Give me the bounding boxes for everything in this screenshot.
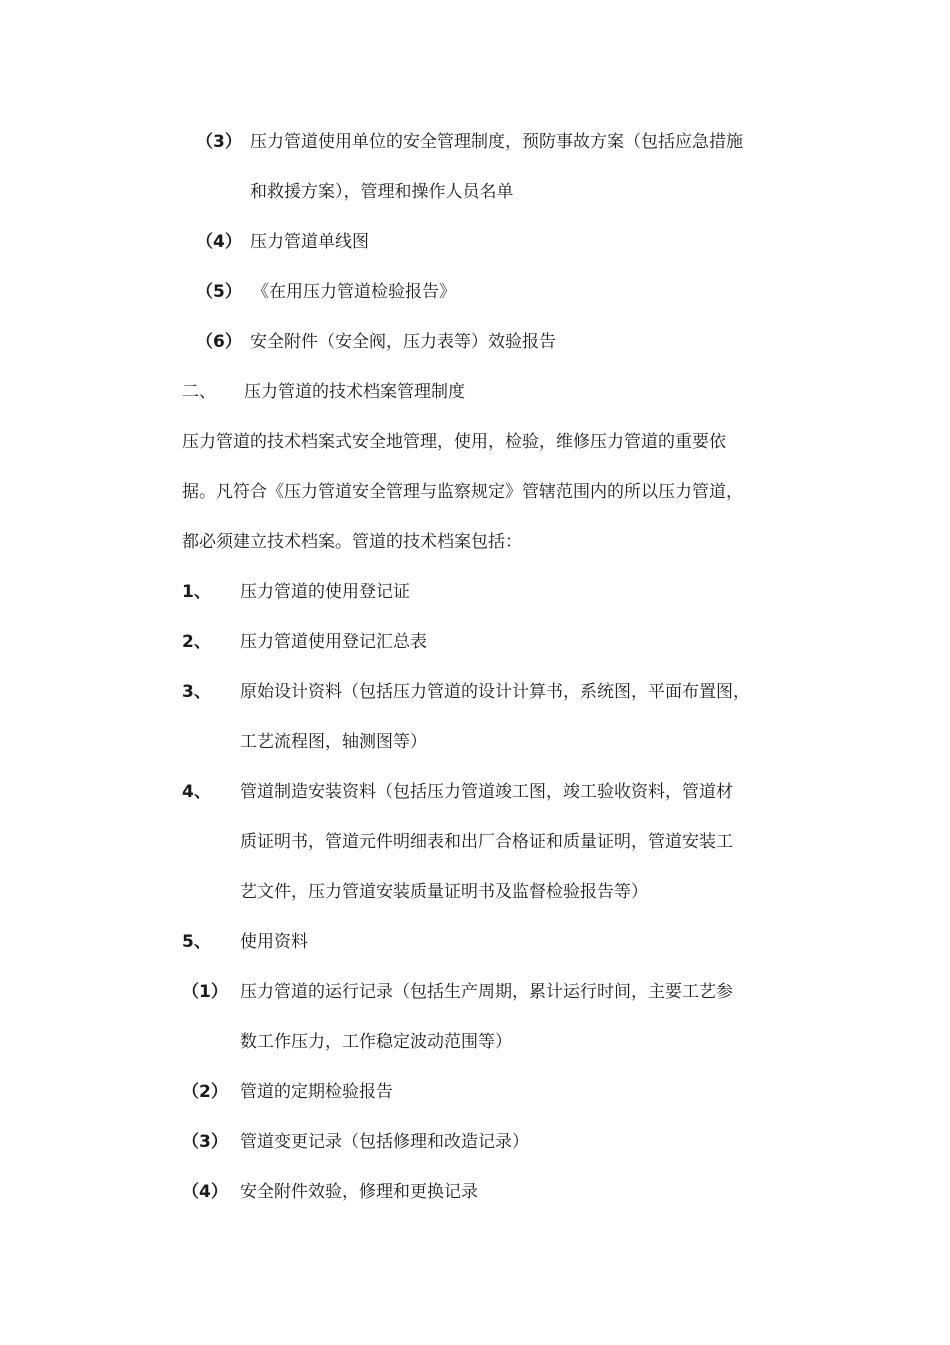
item-text: 原始设计资料（包括压力管道的设计计算书，系统图，平面布置图， [240,682,750,702]
section-title: 压力管道的技术档案管理制度 [244,382,465,402]
item-text: 管道变更记录（包括修理和改造记录） [240,1132,529,1152]
item-marker: 4、 [182,782,211,802]
item-marker: （4） [196,232,242,252]
item-text: 安全附件效验，修理和更换记录 [240,1182,478,1202]
item-text: 质证明书，管道元件明细表和出厂合格证和质量证明，管道安装工 [240,832,733,852]
item-marker: （1） [182,982,228,1002]
paragraph-text: 都必须建立技术档案。管道的技术档案包括： [182,532,522,552]
item-marker: （5） [196,282,242,302]
item-text: 数工作压力，工作稳定波动范围等） [240,1032,512,1052]
item-text: 管道的定期检验报告 [240,1082,393,1102]
section-marker: 二、 [182,382,216,402]
item-marker: （3） [196,132,242,152]
item-marker: 5、 [182,932,211,952]
item-text: 安全附件（安全阀，压力表等）效验报告 [250,332,556,352]
item-marker: （3） [182,1132,228,1152]
item-text: 压力管道单线图 [250,232,369,252]
item-text: 压力管道使用登记汇总表 [240,632,427,652]
paragraph-text: 据。凡符合《压力管道安全管理与监察规定》管辖范围内的所以压力管道， [182,482,743,502]
item-marker: 2、 [182,632,211,652]
item-marker: 3、 [182,682,211,702]
item-text: 管道制造安装资料（包括压力管道竣工图，竣工验收资料，管道材 [240,782,733,802]
item-text: 压力管道的使用登记证 [240,582,410,602]
item-text: 艺文件，压力管道安装质量证明书及监督检验报告等） [240,882,648,902]
item-marker: （4） [182,1182,228,1202]
item-text: 和救援方案），管理和操作人员名单 [250,182,514,202]
item-marker: （6） [196,332,242,352]
paragraph-text: 压力管道的技术档案式安全地管理，使用，检验，维修压力管道的重要依 [182,432,726,452]
item-text: 《在用压力管道检验报告》 [252,282,456,302]
item-marker: 1、 [182,582,211,602]
item-text: 压力管道使用单位的安全管理制度，预防事故方案（包括应急措施 [250,132,743,152]
item-text: 工艺流程图，轴测图等） [240,732,427,752]
item-text: 压力管道的运行记录（包括生产周期，累计运行时间，主要工艺参 [240,982,733,1002]
item-marker: （2） [182,1082,228,1102]
item-text: 使用资料 [240,932,308,952]
